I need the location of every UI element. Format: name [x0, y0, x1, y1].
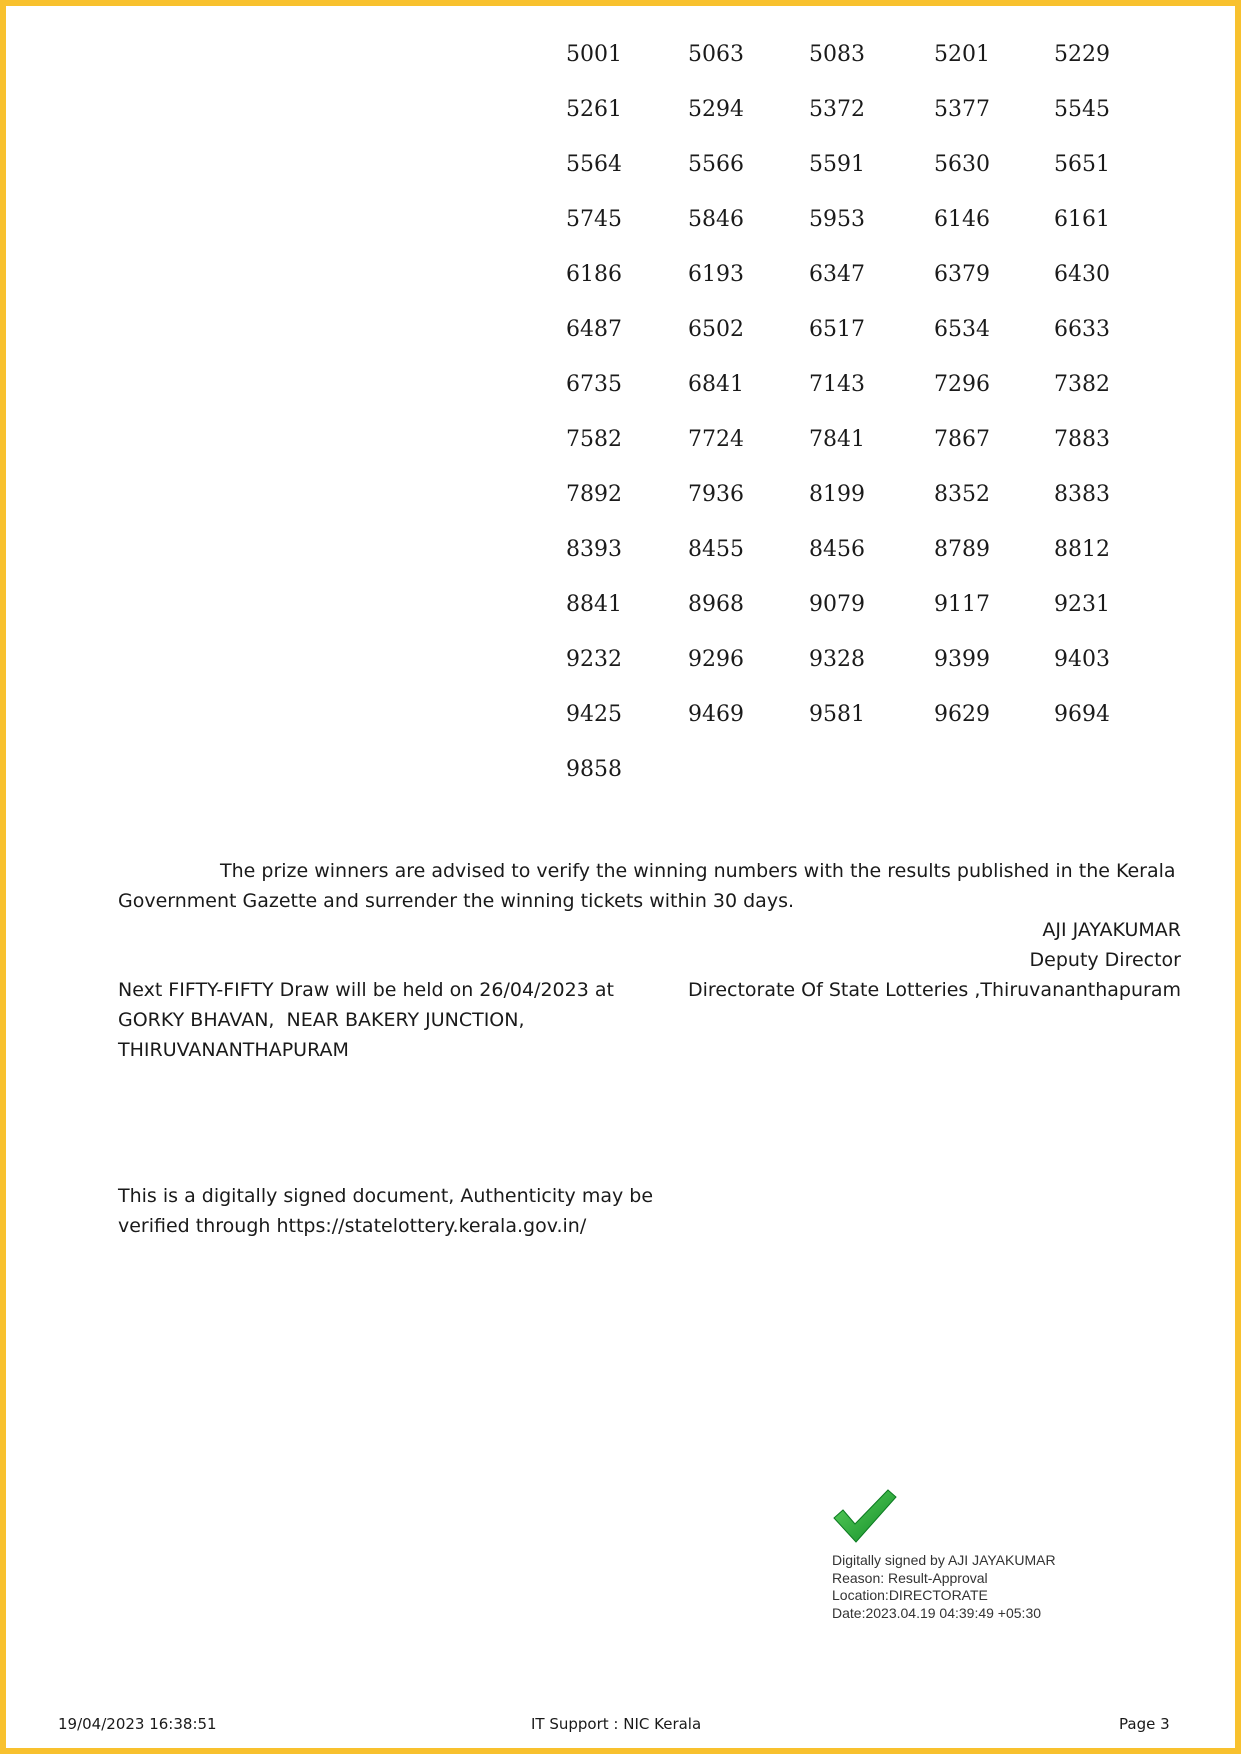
winning-number: 6186 — [566, 262, 622, 287]
winning-number: 9629 — [934, 702, 990, 727]
winning-number: 6502 — [688, 317, 744, 342]
winning-number: 6517 — [809, 317, 865, 342]
winning-number: 6161 — [1054, 207, 1110, 232]
next-draw-line-2: GORKY BHAVAN, NEAR BAKERY JUNCTION, — [118, 1009, 525, 1031]
winning-number: 6430 — [1054, 262, 1110, 287]
winning-number: 5229 — [1054, 42, 1110, 67]
winning-number: 5651 — [1054, 152, 1110, 177]
number-row — [566, 482, 1126, 537]
next-draw-notice — [118, 975, 638, 1065]
number-row — [566, 702, 1126, 757]
winning-number: 8393 — [566, 537, 622, 562]
number-row — [566, 97, 1126, 152]
winning-number: 9117 — [934, 592, 990, 617]
footer-page-number: Page 3 — [1119, 1715, 1170, 1733]
winning-number: 9328 — [809, 647, 865, 672]
winning-number: 6841 — [688, 372, 744, 397]
winning-number: 9296 — [688, 647, 744, 672]
winning-number: 7143 — [809, 372, 865, 397]
winning-number: 8199 — [809, 482, 865, 507]
winning-number: 7582 — [566, 427, 622, 452]
digital-note-line-2: verified through https://statelottery.kerala.gov.in/ — [118, 1215, 587, 1237]
winning-number: 7382 — [1054, 372, 1110, 397]
winning-number: 6379 — [934, 262, 990, 287]
number-row — [566, 42, 1126, 97]
winning-number: 9581 — [809, 702, 865, 727]
winning-number: 9469 — [688, 702, 744, 727]
winning-number: 6347 — [809, 262, 865, 287]
winning-number: 5591 — [809, 152, 865, 177]
digital-signature-note — [118, 1181, 678, 1241]
winning-number: 9232 — [566, 647, 622, 672]
winning-number: 6146 — [934, 207, 990, 232]
winning-number: 9231 — [1054, 592, 1110, 617]
winning-number: 5083 — [809, 42, 865, 67]
winning-number: 8812 — [1054, 537, 1110, 562]
winning-number: 9425 — [566, 702, 622, 727]
winning-number: 7296 — [934, 372, 990, 397]
winning-number: 9858 — [566, 757, 622, 782]
winning-number: 5372 — [809, 97, 865, 122]
winning-number: 9399 — [934, 647, 990, 672]
location-line: Location:DIRECTORATE — [832, 1587, 988, 1603]
winning-number: 5846 — [688, 207, 744, 232]
winning-number: 6735 — [566, 372, 622, 397]
winning-number: 5377 — [934, 97, 990, 122]
winning-number: 5545 — [1054, 97, 1110, 122]
winning-number: 6633 — [1054, 317, 1110, 342]
winning-number: 6534 — [934, 317, 990, 342]
number-row — [566, 537, 1126, 592]
reason-line: Reason: Result-Approval — [832, 1569, 988, 1586]
number-row — [566, 372, 1126, 427]
digital-note-line-1: This is a digitally signed document, Authenticity may be — [118, 1185, 654, 1207]
winning-number: 5564 — [566, 152, 622, 177]
winning-number: 9694 — [1054, 702, 1110, 727]
signer-name: AJI JAYAKUMAR — [1042, 919, 1181, 941]
winning-number: 8841 — [566, 592, 622, 617]
number-row — [566, 592, 1126, 647]
winning-number: 9403 — [1054, 647, 1110, 672]
digital-signature-stamp — [832, 1488, 1132, 1622]
footer-timestamp: 19/04/2023 16:38:51 — [58, 1715, 217, 1733]
date-line: Date:2023.04.19 04:39:49 +05:30 — [832, 1604, 1042, 1621]
winning-number: 5566 — [688, 152, 744, 177]
advisory-text: The prize winners are advised to verify the winning numbers with the results published in the Kerala Government Gazette and surrender the winning tickets within 30 days. — [118, 860, 1176, 912]
winning-number: 5063 — [688, 42, 744, 67]
winning-number: 5953 — [809, 207, 865, 232]
winning-number: 8789 — [934, 537, 990, 562]
footer-it-support: IT Support : NIC Kerala — [531, 1715, 702, 1733]
signed-by-line: Digitally signed by AJI JAYAKUMAR — [832, 1552, 1056, 1568]
winning-number: 5261 — [566, 97, 622, 122]
winning-number: 5745 — [566, 207, 622, 232]
winning-number: 6193 — [688, 262, 744, 287]
number-row — [566, 262, 1126, 317]
winning-number: 7883 — [1054, 427, 1110, 452]
next-draw-line-3: THIRUVANANTHAPURAM — [118, 1039, 349, 1061]
number-row — [566, 317, 1126, 372]
winning-number: 7841 — [809, 427, 865, 452]
winning-number: 7867 — [934, 427, 990, 452]
winning-number: 7936 — [688, 482, 744, 507]
number-row — [566, 647, 1126, 702]
winning-number: 6487 — [566, 317, 622, 342]
winning-number: 7724 — [688, 427, 744, 452]
winning-number: 5294 — [688, 97, 744, 122]
winning-number: 9079 — [809, 592, 865, 617]
signer-office: Directorate Of State Lotteries ,Thiruvananthapuram — [688, 979, 1181, 1001]
winning-number: 5201 — [934, 42, 990, 67]
winning-number: 8352 — [934, 482, 990, 507]
winning-number: 8455 — [688, 537, 744, 562]
number-row — [566, 152, 1126, 207]
winning-number: 5630 — [934, 152, 990, 177]
winning-number: 7892 — [566, 482, 622, 507]
next-draw-line-1: Next FIFTY-FIFTY Draw will be held on 26/04/2023 at — [118, 979, 614, 1001]
number-row — [566, 207, 1126, 262]
number-row — [566, 757, 1126, 812]
winning-number: 8383 — [1054, 482, 1110, 507]
number-row — [566, 427, 1126, 482]
signer-designation: Deputy Director — [1029, 949, 1181, 971]
winning-numbers-grid — [566, 42, 1126, 812]
winning-number: 8456 — [809, 537, 865, 562]
checkmark-icon — [832, 1488, 898, 1546]
winning-number: 5001 — [566, 42, 622, 67]
winning-number: 8968 — [688, 592, 744, 617]
signer-block — [688, 915, 1181, 1005]
